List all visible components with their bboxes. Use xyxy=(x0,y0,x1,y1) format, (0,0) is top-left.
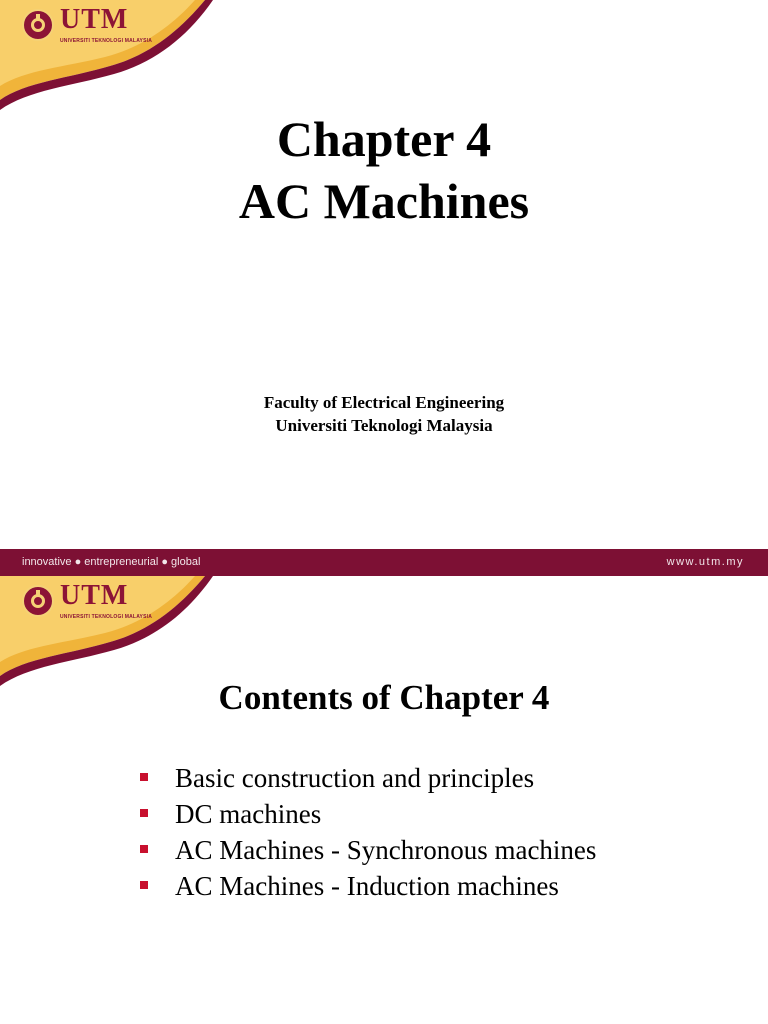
slide-title xyxy=(0,108,768,232)
list-item-text: Basic construction and principles xyxy=(175,763,535,793)
utm-logo xyxy=(20,580,153,624)
footer-url: www.utm.my xyxy=(666,556,744,568)
list-item xyxy=(138,868,596,904)
faculty-name: Faculty of Electrical Engineering xyxy=(263,393,505,412)
contents-slide xyxy=(0,576,768,1024)
list-item-text: AC Machines - Induction machines xyxy=(175,871,559,901)
list-item xyxy=(138,832,596,868)
utm-emblem-icon xyxy=(22,9,54,41)
list-item xyxy=(138,760,596,796)
university-name: Universiti Teknologi Malaysia xyxy=(275,416,493,435)
bullet-square-icon xyxy=(140,809,148,817)
utm-emblem-icon xyxy=(22,585,54,617)
bullet-square-icon xyxy=(140,845,148,853)
logo-subtitle: UNIVERSITI TEKNOLOGI MALAYSIA xyxy=(60,38,153,44)
title-line-chapter: Chapter 4 xyxy=(276,111,492,167)
list-item-text: DC machines xyxy=(175,799,322,829)
footer-tagline: innovative ● entrepreneurial ● global xyxy=(22,556,201,568)
logo-text: UTM xyxy=(60,4,129,35)
bullet-square-icon xyxy=(140,773,148,781)
faculty-info xyxy=(0,391,768,437)
contents-title: Contents of Chapter 4 xyxy=(218,678,550,717)
logo-text: UTM xyxy=(60,580,129,611)
contents-list xyxy=(138,760,596,904)
utm-logo xyxy=(20,4,153,48)
list-item-text: AC Machines - Synchronous machines xyxy=(175,835,597,865)
list-item xyxy=(138,796,596,832)
footer-bar xyxy=(0,549,768,576)
bullet-square-icon xyxy=(140,881,148,889)
logo-subtitle: UNIVERSITI TEKNOLOGI MALAYSIA xyxy=(60,614,153,620)
title-line-topic: AC Machines xyxy=(238,173,530,229)
